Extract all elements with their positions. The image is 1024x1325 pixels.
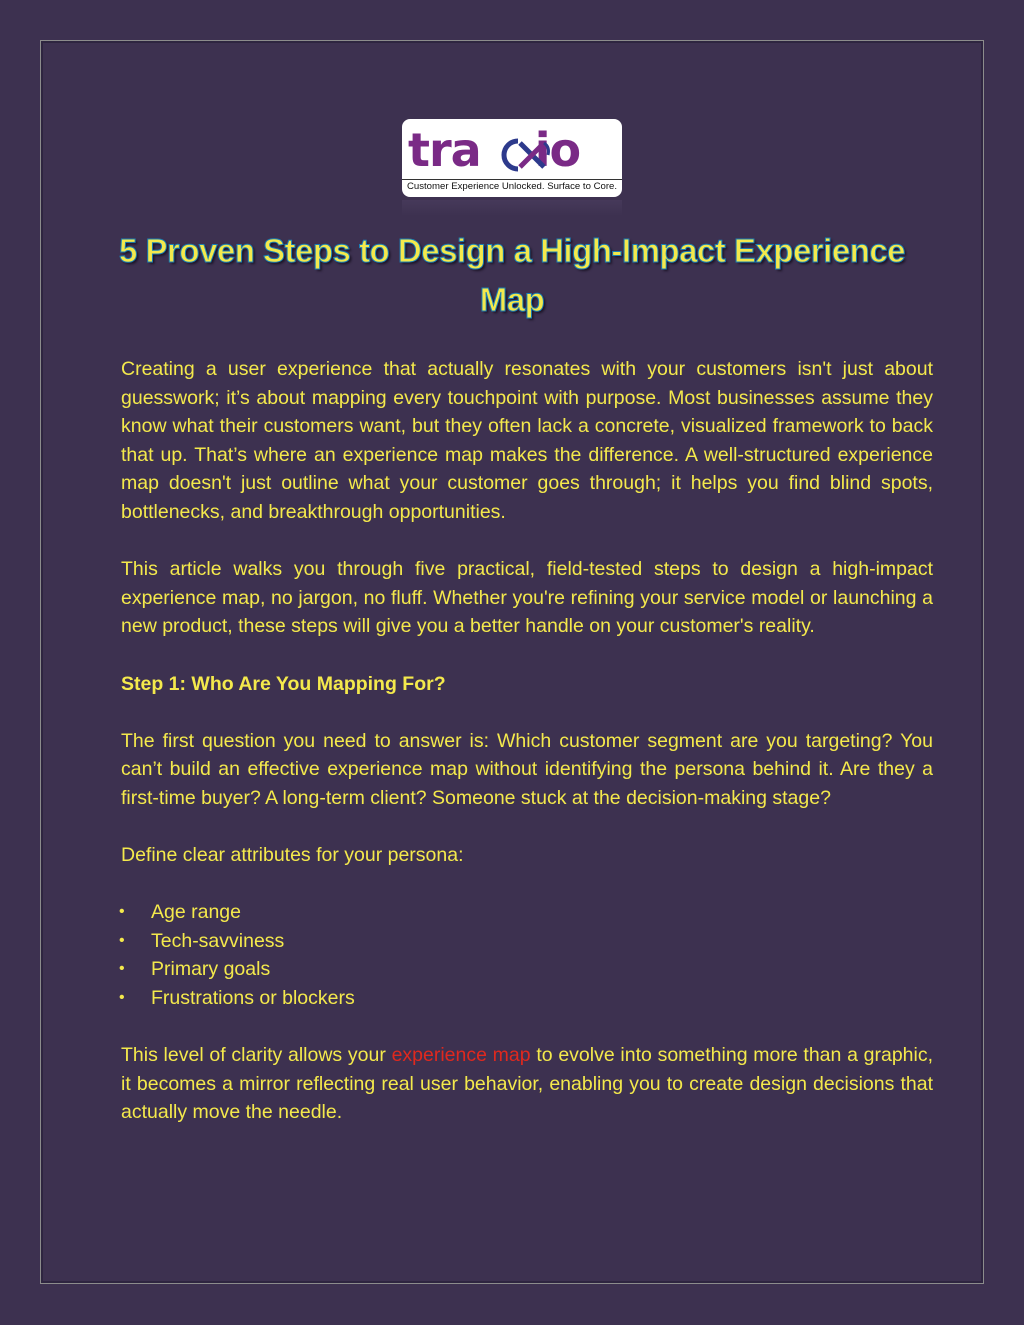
list-item-label: Primary goals	[151, 958, 271, 981]
bullet-icon: •	[119, 903, 125, 921]
list-item	[121, 984, 933, 1013]
logo-reflection	[402, 200, 622, 216]
persona-attribute-list	[121, 898, 933, 1012]
article-body	[121, 355, 933, 1127]
list-item	[121, 955, 933, 984]
intro-paragraph: Creating a user experience that actually resonates with your customers isn't just about guesswork; it’s about mapping every touchpoint with purpose. Most businesses assume they know what their customers want, but they often lack a concrete, visualized framework to back that up. That’s where an experience map makes the difference. A well-structured experience map doesn't just outline what your customer goes through; it helps you find blind spots, bottlenecks, and breakthrough opportunities.	[121, 358, 933, 523]
traxio-logo	[402, 119, 622, 197]
logo-word-left: tra	[408, 123, 481, 177]
bullet-icon: •	[119, 931, 125, 949]
list-item	[121, 927, 933, 956]
logo-tagline: Customer Experience Unlocked. Surface to Core.	[406, 181, 618, 192]
persona-intro: Define clear attributes for your persona:	[121, 844, 464, 867]
closing-text-after: to evolve into something more than a graphic, it becomes a mirror reflecting real user behavior, enabling you to create design decisions that actually move the needle.	[121, 1044, 934, 1124]
logo-divider	[402, 179, 622, 180]
second-paragraph: This article walks you through five practical, field-tested steps to design a high-impact experience map, no jargon, no fluff. Whether you're refining your service model or launching a new product, these steps will give you a better handle on your customer's reality.	[121, 558, 933, 638]
bullet-icon: •	[119, 960, 125, 978]
list-item-label: Age range	[151, 901, 241, 924]
step1-paragraph: The first question you need to answer is: Which customer segment are you targeting? You can’t build an effective experience map without identifying the persona behind it. Are they a first-time buyer? A long-term client? Someone stuck at the decision-making stage?	[121, 729, 933, 809]
closing-text-before: This level of clarity allows your	[121, 1044, 392, 1067]
logo-word-right: io	[534, 123, 581, 177]
experience-map-link[interactable]: experience map	[391, 1044, 531, 1067]
list-item	[121, 898, 933, 927]
article-title: 5 Proven Steps to Design a High-Impact Experience Map	[118, 232, 906, 318]
list-item-label: Tech-savviness	[151, 929, 285, 952]
logo-cx-mark-icon	[494, 135, 552, 175]
step1-heading: Step 1: Who Are You Mapping For?	[121, 672, 446, 695]
bullet-icon: •	[119, 989, 125, 1007]
closing-paragraph	[121, 1041, 933, 1127]
list-item-label: Frustrations or blockers	[151, 987, 355, 1010]
